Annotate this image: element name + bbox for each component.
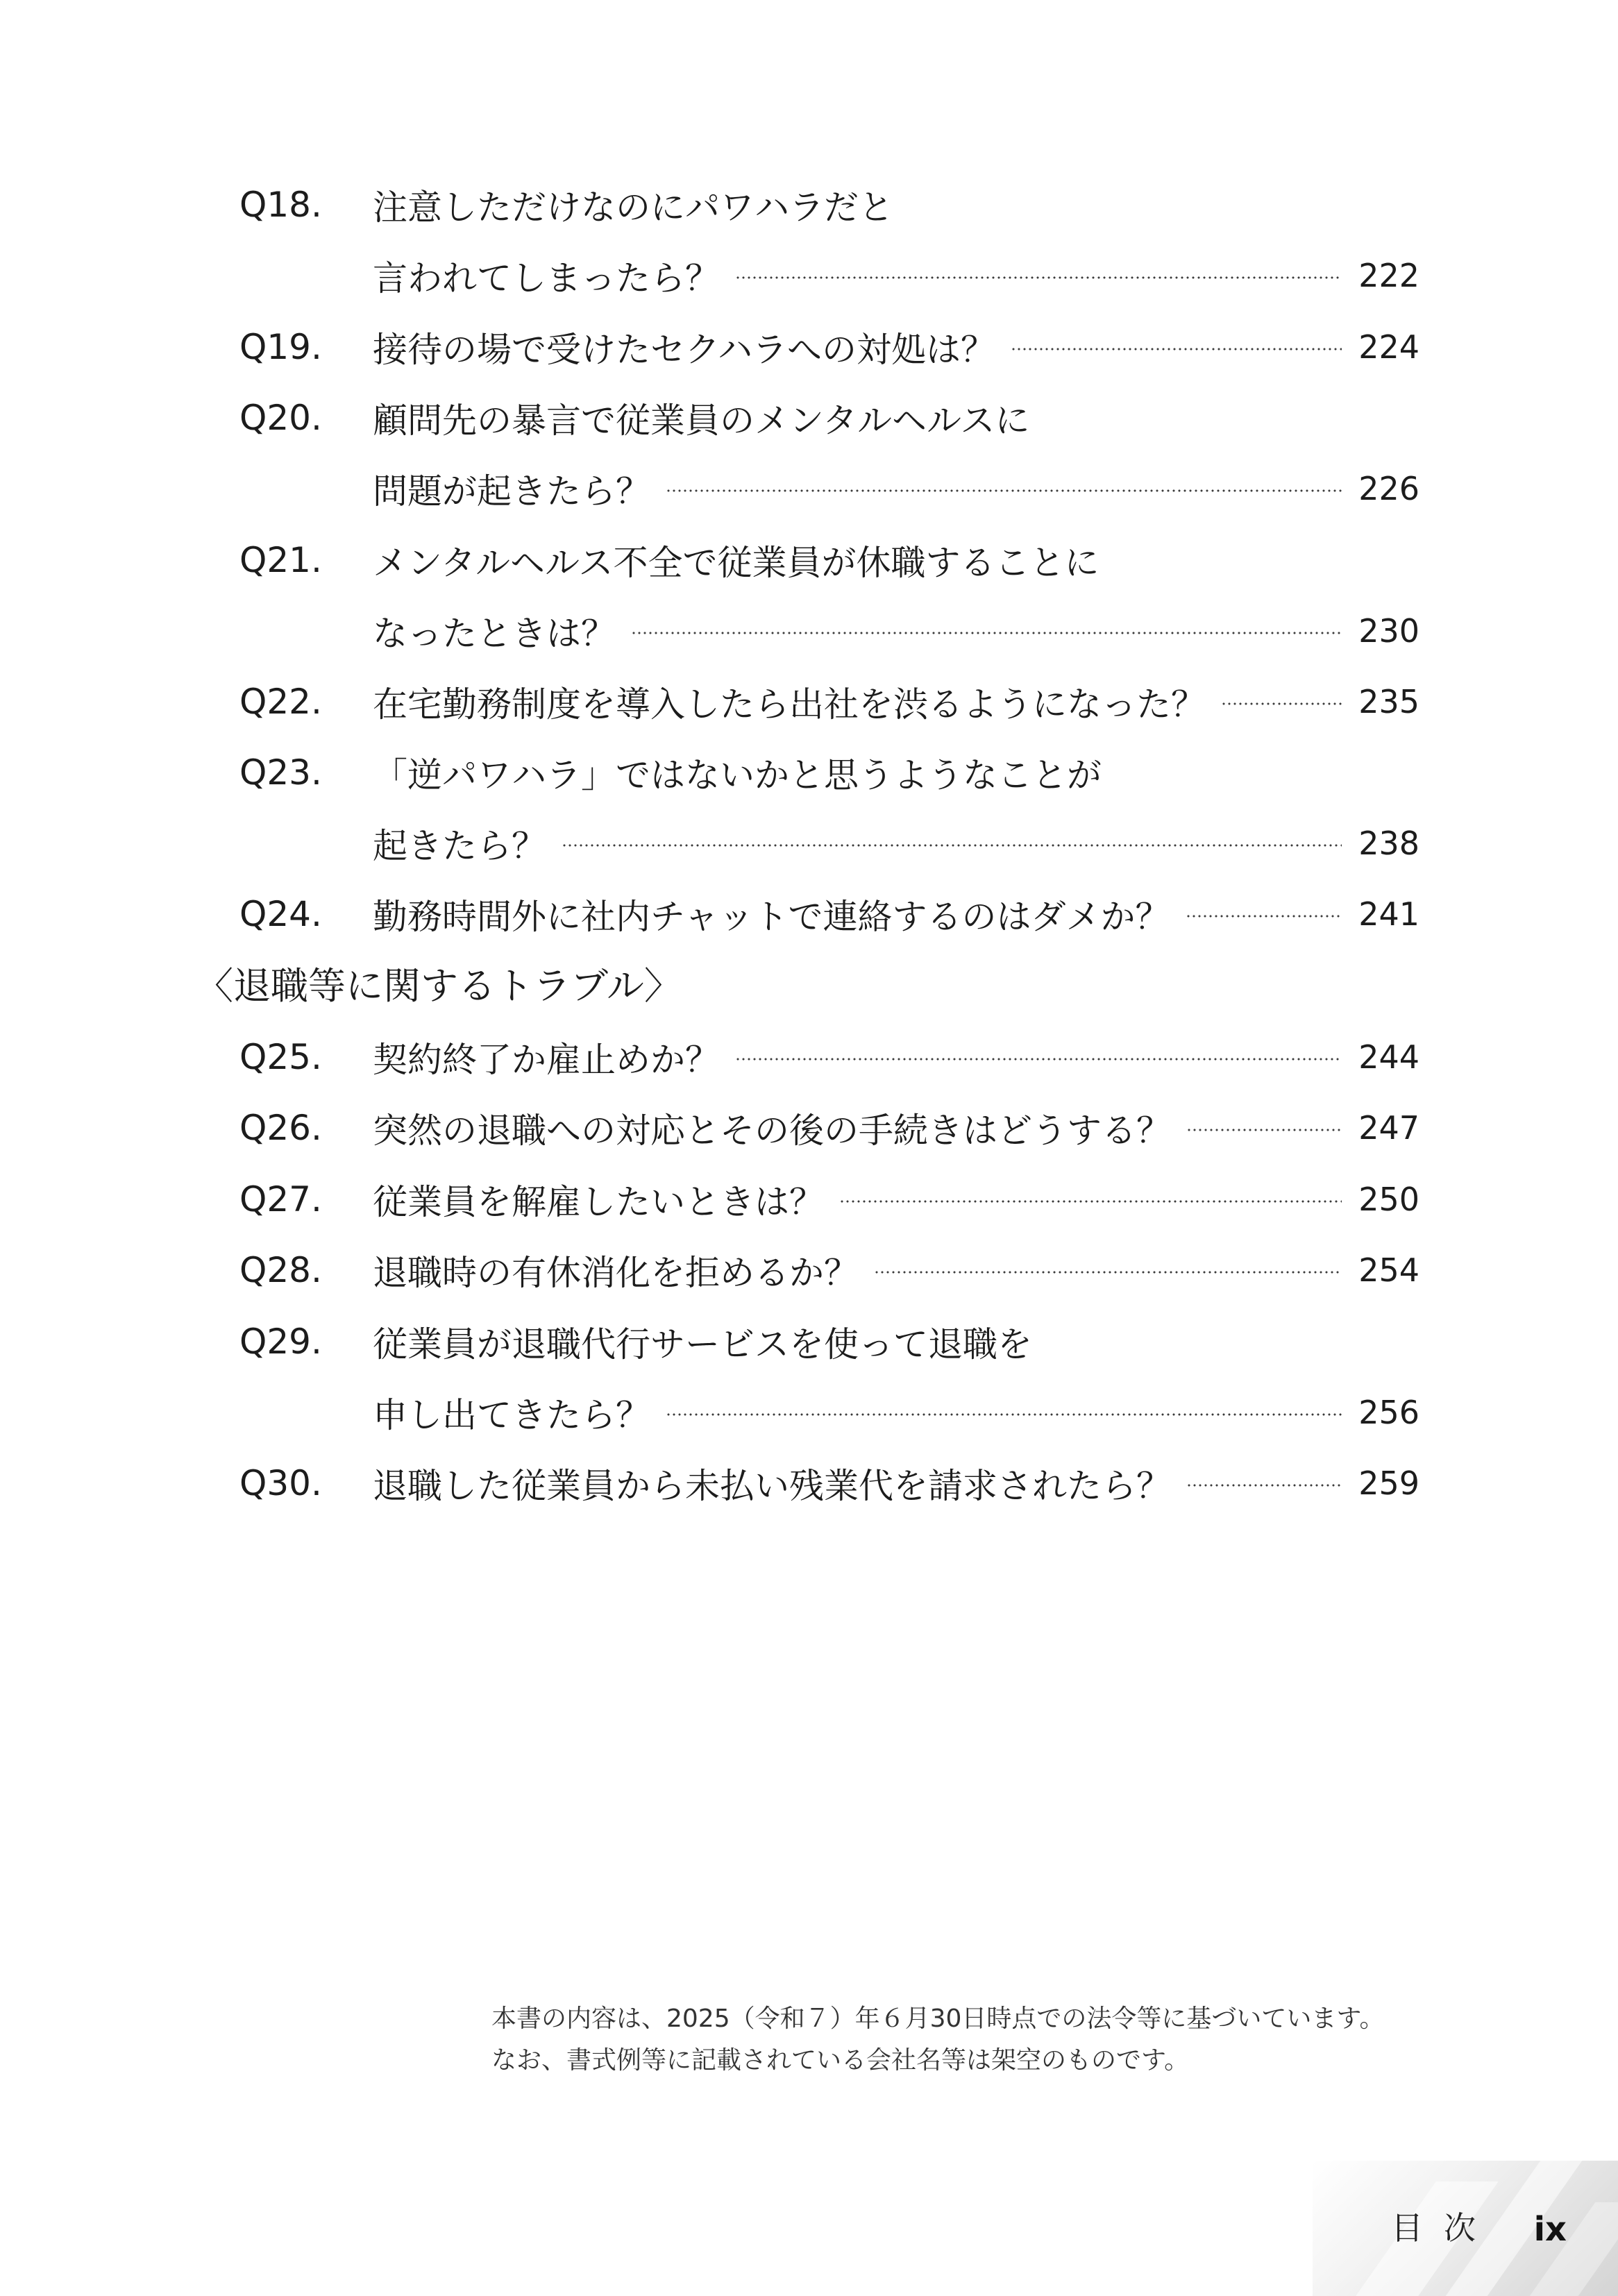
page-number: 226 — [1358, 470, 1419, 507]
question-number: Q25. — [239, 1037, 322, 1077]
entry-title-line2: 起きたら？ — [373, 826, 546, 866]
page-number: 222 — [1358, 257, 1419, 294]
dot-leader — [735, 276, 1342, 279]
dot-leader — [1186, 1129, 1342, 1131]
page-number: 254 — [1358, 1251, 1419, 1289]
dot-leader — [1011, 348, 1342, 351]
page-number: 250 — [1358, 1181, 1419, 1218]
entry-title-line1: 退職時の有休消化を拒めるか？ — [373, 1253, 859, 1293]
entry-title-line2: 問題が起きたら？ — [373, 471, 650, 512]
entry-title-line1: 「逆パワハラ」ではないかと思うようなことが — [373, 755, 1102, 795]
question-number: Q20. — [239, 398, 322, 438]
page-number: 247 — [1358, 1109, 1419, 1147]
entry-title-line1: 注意しただけなのにパワハラだと — [373, 187, 893, 228]
question-number: Q19. — [239, 327, 322, 367]
entry-title-line1: 従業員が退職代行サービスを使って退職を — [373, 1324, 1032, 1365]
page-number: 259 — [1358, 1464, 1419, 1502]
question-number: Q21. — [239, 540, 322, 580]
dot-leader — [631, 632, 1342, 634]
section-heading: 〈退職等に関するトラブル〉 — [196, 964, 682, 1008]
question-number: Q29. — [239, 1322, 322, 1362]
question-number: Q22. — [239, 682, 322, 722]
dot-leader — [666, 1413, 1342, 1416]
dot-leader — [666, 489, 1342, 492]
legal-note-line2: なお、書式例等に記載されている会社名等は架空のものです。 — [491, 2046, 1190, 2075]
entry-title-line1: 在宅勤務制度を導入したら出社を渋るようになった？ — [373, 684, 1206, 725]
entry-title-line1: 契約終了か雇止めか？ — [373, 1040, 720, 1080]
page-number: 224 — [1358, 328, 1419, 366]
page-number: 244 — [1358, 1038, 1419, 1076]
question-number: Q26. — [239, 1108, 322, 1148]
entry-title-line1: 勤務時間外に社内チャットで連絡するのはダメか？ — [373, 897, 1170, 937]
question-number: Q18. — [239, 185, 322, 225]
entry-title-line1: 顧問先の暴言で従業員のメンタルヘルスに — [373, 400, 1030, 441]
dot-leader — [839, 1200, 1342, 1203]
dot-leader — [1186, 1484, 1342, 1487]
question-number: Q28. — [239, 1250, 322, 1290]
entry-title-line1: メンタルヘルス不全で従業員が休職することに — [373, 543, 1099, 583]
dot-leader — [1186, 915, 1342, 918]
question-number: Q30. — [239, 1463, 322, 1503]
dot-leader — [1221, 702, 1342, 705]
entry-title-line1: 従業員を解雇したいときは？ — [373, 1182, 824, 1222]
question-number: Q23. — [239, 752, 322, 793]
page-number: 241 — [1358, 895, 1419, 933]
dot-leader — [562, 844, 1342, 847]
page-number: 230 — [1358, 612, 1419, 650]
question-number: Q24. — [239, 894, 322, 934]
entry-title-line2: 言われてしまったら？ — [373, 258, 720, 298]
page-folio: ix — [1533, 2210, 1567, 2249]
page-number: 238 — [1358, 825, 1419, 862]
legal-note-line1: 本書の内容は、2025（令和７）年６月30日時点での法令等に基づいています。 — [491, 2004, 1385, 2033]
entry-title-line1: 突然の退職への対応とその後の手続きはどうする？ — [373, 1111, 1171, 1151]
page-number: 256 — [1358, 1394, 1419, 1431]
entry-title-line2: 申し出てきたら？ — [373, 1395, 650, 1435]
dot-leader — [874, 1271, 1342, 1274]
dot-leader — [735, 1058, 1342, 1061]
entry-title-line1: 接待の場で受けたセクハラへの対処は？ — [373, 330, 995, 370]
entry-title-line1: 退職した従業員から未払い残業代を請求されたら？ — [373, 1466, 1171, 1506]
running-footer-label: 目次 — [1391, 2209, 1497, 2247]
page-number: 235 — [1358, 683, 1419, 720]
entry-title-line2: なったときは？ — [373, 614, 616, 654]
question-number: Q27. — [239, 1179, 322, 1219]
